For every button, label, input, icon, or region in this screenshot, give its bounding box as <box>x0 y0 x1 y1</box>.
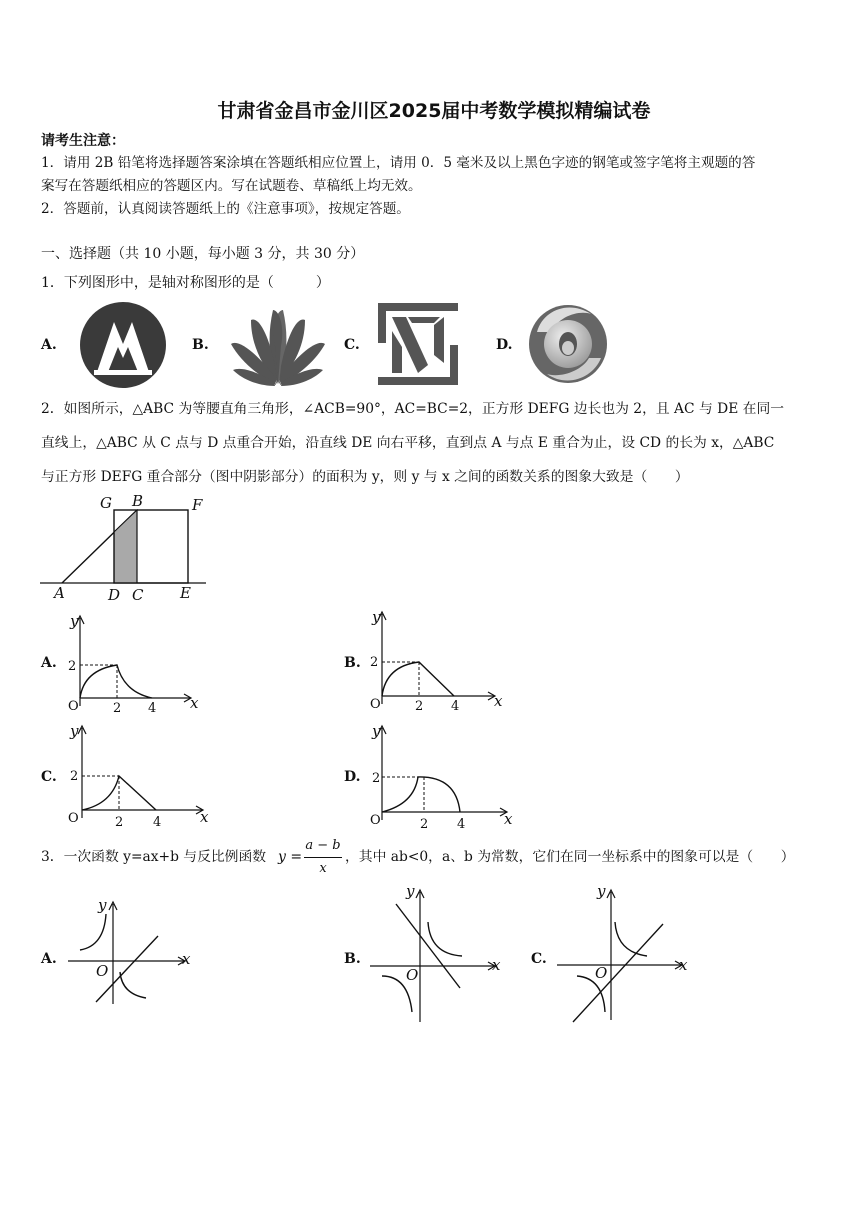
q3-option-a-label: A. <box>41 951 57 967</box>
notice-heading: 请考生注意： <box>41 133 125 149</box>
origin-label: O <box>370 697 381 712</box>
label-b: B <box>132 492 144 510</box>
label-a: A <box>54 584 65 602</box>
tick-2-x: 2 <box>115 815 124 830</box>
tick-2-y: 2 <box>70 769 79 784</box>
q2-stem-line-2: 直线上，△ABC 从 C 点与 D 点重合开始，沿直线 DE 向右平移，直到点 A 与点 E 重合为止，设 CD 的长为 x，△ABC <box>41 435 775 451</box>
q2-option-c-label: C. <box>41 769 57 785</box>
q3-fraction-bar <box>304 857 342 858</box>
q3-fraction-denominator: x <box>319 861 327 876</box>
notice-line-2: 案写在答题纸相应的答题区内。写在试题卷、草稿纸上均无效。 <box>41 178 422 194</box>
x-label: x <box>492 956 501 974</box>
label-f: F <box>192 496 203 514</box>
huawei-logo-icon <box>229 306 327 386</box>
label-e: E <box>180 584 191 602</box>
page-title: 甘肃省金昌市金川区2025届中考数学模拟精编试卷 <box>217 100 651 122</box>
q2-stem-line-1: 2．如图所示，△ABC 为等腰直角三角形，∠ACB=90°，AC=BC=2，正方形 DEFG 边长也为 2，且 AC 与 DE 在同一 <box>41 401 785 417</box>
tick-2-y: 2 <box>372 771 381 786</box>
q2-figure <box>40 494 208 604</box>
q3-option-b-label: B. <box>344 951 361 967</box>
q1-option-a-label: A. <box>41 337 57 353</box>
x-label: x <box>679 956 688 974</box>
origin-label: O <box>96 962 109 980</box>
q2-graph-a <box>64 610 204 714</box>
origin-label: O <box>595 964 608 982</box>
shaded-overlap <box>114 510 137 583</box>
q1-option-b-label: B. <box>192 337 209 353</box>
angular-logo-icon <box>378 303 458 385</box>
notice-line-1: 1．请用 2B 铅笔将选择题答案涂填在答题纸相应位置上，请用 0．5 毫米及以上黑色字迹的钢笔或签字笔将主观题的答 <box>41 155 756 171</box>
y-label: y <box>98 896 107 914</box>
tick-2-y: 2 <box>68 659 77 674</box>
x-label: x <box>504 810 513 828</box>
q2-option-a-label: A. <box>41 655 57 671</box>
tick-4-x: 4 <box>457 817 466 832</box>
x-label: x <box>200 808 209 826</box>
penguin-logo-icon <box>529 302 607 386</box>
q2-option-d-label: D. <box>344 769 361 785</box>
y-label: y <box>406 882 415 900</box>
y-label: y <box>70 612 79 630</box>
q2-option-b-label: B. <box>344 655 361 671</box>
tick-2-x: 2 <box>415 699 424 714</box>
x-label: x <box>190 694 199 712</box>
bank-logo-icon <box>80 302 166 388</box>
tick-2-x: 2 <box>420 817 429 832</box>
y-label: y <box>372 608 381 626</box>
q1-option-d-label: D. <box>496 337 513 353</box>
tick-4-x: 4 <box>451 699 460 714</box>
y-label: y <box>70 722 79 740</box>
q3-option-c-label: C. <box>531 951 547 967</box>
q2-graph-c <box>64 720 214 828</box>
q1-option-c-label: C. <box>344 337 360 353</box>
q3-fraction-lhs: y = <box>278 849 303 865</box>
q2-graph-d <box>368 720 518 830</box>
q2-graph-b <box>368 606 508 712</box>
origin-label: O <box>68 811 79 826</box>
x-label: x <box>182 950 191 968</box>
q1-stem: 1．下列图形中，是轴对称图形的是（ ） <box>41 275 330 291</box>
q3-graph-c <box>555 884 691 1024</box>
q2-stem-line-3: 与正方形 DEFG 重合部分（图中阴影部分）的面积为 y，则 y 与 x 之间的函数关系的图象大致是（ ） <box>41 469 689 485</box>
label-c: C <box>132 586 144 604</box>
x-label: x <box>494 692 503 710</box>
q3-graph-b <box>368 884 504 1024</box>
tick-2-x: 2 <box>113 701 122 716</box>
tick-4-x: 4 <box>153 815 162 830</box>
section-heading: 一、选择题（共 10 小题，每小题 3 分，共 30 分） <box>41 246 365 262</box>
q3-stem-after: ，其中 ab<0，a、b 为常数，它们在同一坐标系中的图象可以是（ ） <box>345 849 795 865</box>
y-label: y <box>372 722 381 740</box>
label-g: G <box>100 494 112 512</box>
q3-stem-before: 3．一次函数 y=ax+b 与反比例函数 <box>41 849 267 865</box>
tick-2-y: 2 <box>370 655 379 670</box>
q3-fraction-numerator: a − b <box>305 838 341 853</box>
y-label: y <box>597 882 606 900</box>
origin-label: O <box>406 966 419 984</box>
origin-label: O <box>68 699 79 714</box>
origin-label: O <box>370 813 381 828</box>
label-d: D <box>108 586 121 604</box>
notice-line-3: 2．答题前，认真阅读答题纸上的《注意事项》，按规定答题。 <box>41 201 410 217</box>
tick-4-x: 4 <box>148 701 157 716</box>
q3-graph-a <box>66 896 196 1006</box>
